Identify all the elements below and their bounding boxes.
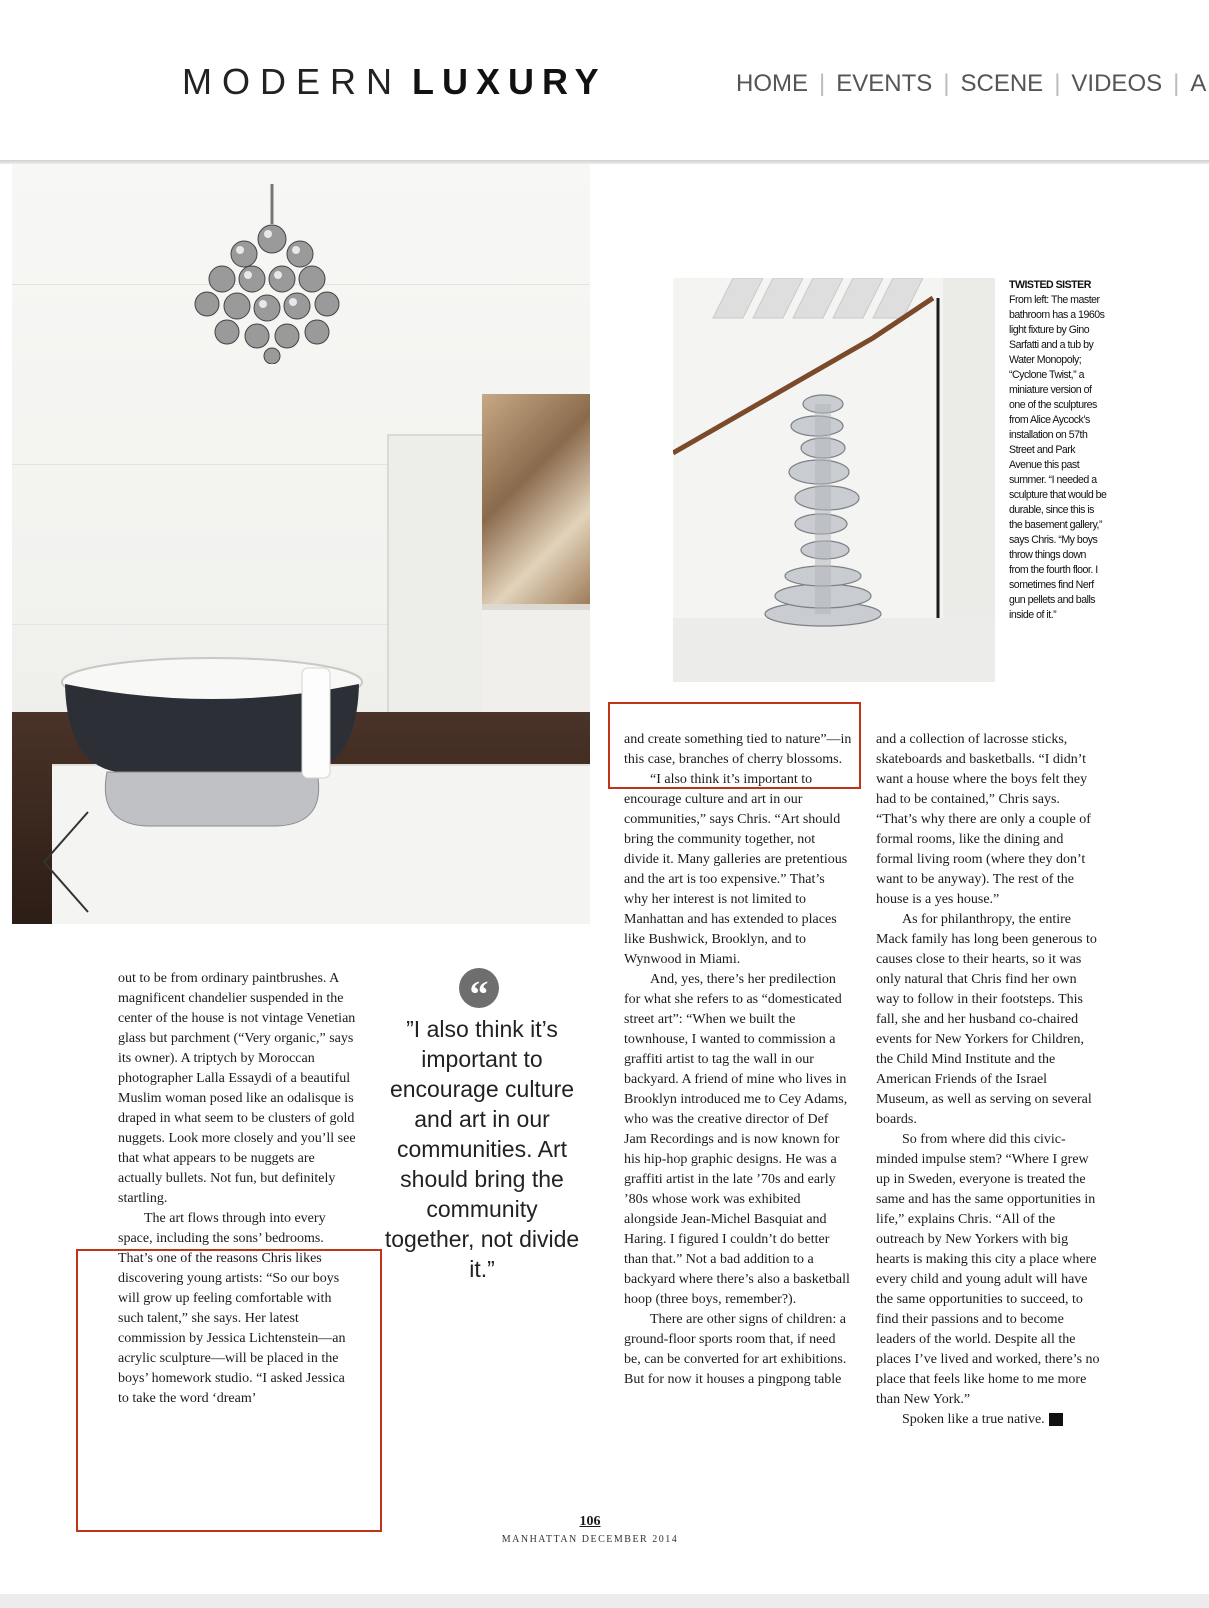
- paragraph: There are other signs of children: a ground-floor sports room that, if need be, can be converted for art exhibitions. But for now it houses a pingpong table: [624, 1312, 847, 1387]
- paragraph: out to be from ordinary paintbrushes. A magnificent chandelier suspended in the center of the house is not vintage Venetian glass but parchment (“Very organic,” says its owner). A triptych by Moroccan photographer Lalla Essaydi of a beautiful Muslim woman posed like an odalisque is draped in what seem to be clusters of gold nuggets. Look more closely and you’ll see that what appears to be nuggets are actually bullets. Not fun, but definitely startling.: [118, 971, 356, 1206]
- bathtub-illustration: [57, 654, 367, 834]
- issue-line: MANHATTAN DECEMBER 2014: [501, 1534, 679, 1545]
- article-column-2: [624, 730, 852, 1390]
- paragraph: “I also think it’s important to encourage culture and art in our communities,” says Chris. “Art should bring the community together, not divide it. Many galleries are pretentious and the art is too expensive.” That’s why her interest is not limited to Manhattan and has extended to places like Bushwick, Brooklyn, and to Wynwood in Miami.: [624, 772, 848, 967]
- nav-divider: |: [943, 70, 950, 97]
- mirror: [482, 394, 590, 604]
- end-mark-icon: M: [1049, 1413, 1063, 1426]
- caption-title: TWISTED SISTER: [1009, 279, 1091, 291]
- chevron-left-icon[interactable]: [40, 810, 92, 914]
- nav-divider: |: [1054, 70, 1061, 97]
- caption-body: From left: The master bathroom has a 1960s light fixture by Gino Sarfatti and a tub by Water Monopoly; “Cyclone Twist,” a miniature version of one of the sculptures from Alice Aycock’s installation on 57th Street and Park Avenue this past summer. “I needed a sculpture that would be durable, since this is the basement gallery,” says Chris. “My boys throw things down from the fourth floor. I sometimes find Nerf gun pellets and balls inside of it.”: [1009, 294, 1107, 621]
- nav-truncated[interactable]: A: [1190, 70, 1207, 97]
- page-number: 106: [579, 1514, 601, 1529]
- nav-home[interactable]: HOME: [736, 70, 808, 97]
- paragraph: So from where did this civic-minded impulse stem? “Where I grew up in Sweden, everyone is treated the same and has the same opportunities in life,” explains Chris. “All of the outreach by New Yorkers with big hearts is making this city a place where every child and young adult will have the same opportunities to succeed, to find their passions and to become leaders of the world. Despite all the places I’ve lived and worked, there’s no place that feels like home to me more than New York.”: [876, 1132, 1100, 1407]
- photo-caption: [1009, 278, 1107, 623]
- closing-text: Spoken like a true native.: [902, 1412, 1045, 1427]
- main-nav: [736, 70, 1206, 98]
- highlight-box-top: [608, 702, 861, 789]
- logo-modern: MODERN: [182, 61, 402, 102]
- bottom-strip: [0, 1594, 1209, 1608]
- nav-divider: |: [819, 70, 826, 97]
- site-logo[interactable]: [182, 60, 607, 104]
- chandelier-illustration: [182, 184, 362, 364]
- nav-divider: |: [1173, 70, 1180, 97]
- site-header: [0, 0, 1209, 160]
- paragraph: and a collection of lacrosse sticks, skateboards and basketballs. “I didn’t want a house where the boys felt they had to be contained,” Chris says. “That’s why there are only a couple of formal rooms, like the dining and formal living room (where they don’t want to be anyway). The rest of the house is a yes house.”: [876, 732, 1091, 907]
- paragraph: As for philanthropy, the entire Mack family has long been generous to causes close to their hearts, so it was only natural that Chris find her own way to follow in their footsteps. This fall, she and her husband co-chaired events for New Yorkers for Children, the Child Mind Institute and the American Friends of the Israel Museum, as well as serving on several boards.: [876, 912, 1097, 1127]
- pull-quote: ”I also think it’s important to encourage culture and art in our communities. Art should bring the community together, not divide it.”: [384, 1016, 580, 1282]
- bathroom-photo: [12, 164, 590, 924]
- nav-events[interactable]: EVENTS: [836, 70, 933, 97]
- paragraph: and create something tied to nature”—in this case, branches of cherry blossoms.: [624, 732, 852, 767]
- nav-scene[interactable]: SCENE: [960, 70, 1044, 97]
- article-column-3: [876, 730, 1102, 1430]
- paragraph: And, yes, there’s her predilection for what she refers to as “domesticated street art”: “When we built the townhouse, I wanted to commission a graffiti artist to tag the wall in our backyard. A friend of mine who lives in Brooklyn introduced me to Cey Adams, who was the creative director of Def Jam Recordings and is now known for his hip-hop graphic designs. He was a graffiti artist in the late ’70s and early ’80s whose work was exhibited alongside Jean-Michel Basquiat and Haring. I figured I couldn’t do better than that.” Not a bad addition to a backyard where there’s also a basketball hoop (three boys, remember?).: [624, 972, 850, 1307]
- logo-luxury: LUXURY: [412, 61, 607, 102]
- sculpture-photo: [673, 278, 995, 682]
- highlight-box-bottom: [76, 1249, 382, 1532]
- quote-mark-icon: “: [459, 968, 499, 1008]
- nav-videos[interactable]: VIDEOS: [1071, 70, 1163, 97]
- closing-paragraph: [876, 1410, 1102, 1430]
- paragraph: The art flows through into every space, including the sons’ bedrooms. That’s one of the reasons Chris likes discovering young artists: “So our boys will grow up feeling comfortable with such talent,” she says. Her latest commission by Jessica Lichtenstein—an acrylic sculpture—will be placed in the boys’ homework studio. “I asked Jessica to take the word ‘dream’: [118, 1211, 346, 1406]
